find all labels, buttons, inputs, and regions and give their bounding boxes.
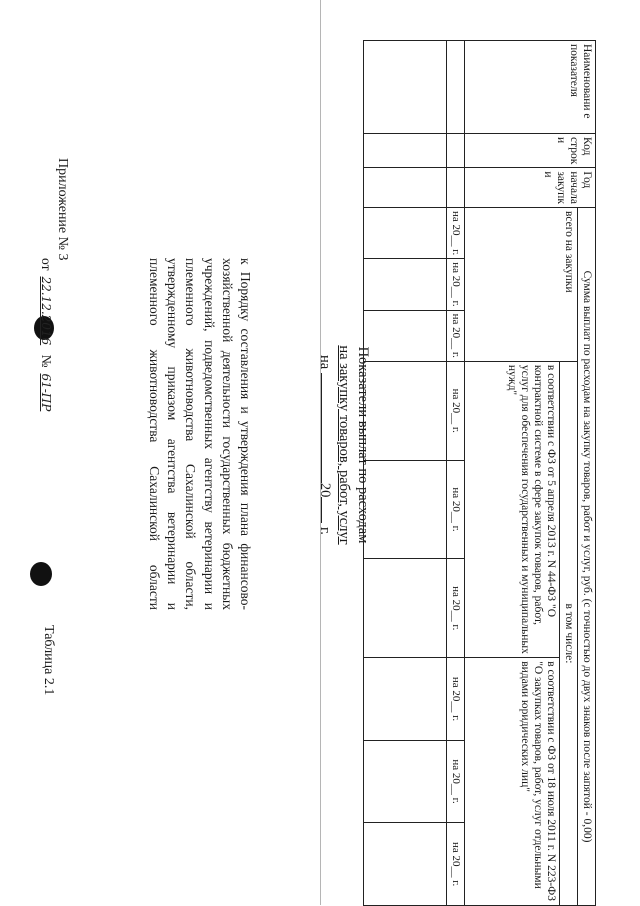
data-cell: [364, 559, 447, 658]
period-year: 20: [317, 482, 333, 498]
header-including: в том числе:: [560, 361, 578, 905]
data-cell: [364, 823, 447, 906]
header-sum: Сумма выплат по расходам на закупку товаров, работ и услуг, руб. (с точностью до двух знаков после запятой - 0,00): [578, 207, 596, 905]
appendix-title: Приложение № 3: [55, 158, 70, 261]
report-title-line3: [315, 275, 334, 615]
header-line-code: Код строк и: [465, 134, 596, 168]
data-cell: [364, 740, 447, 823]
table-label: Таблица 2.1: [41, 625, 56, 696]
number-prefix: №: [39, 354, 54, 368]
year-cell: на 20__ г.: [447, 559, 465, 658]
year-cell: на 20__ г.: [447, 658, 465, 741]
data-cell: [364, 207, 447, 258]
year-cell: на 20__ г.: [447, 740, 465, 823]
year-cell: на 20__ г.: [447, 310, 465, 361]
data-cell: [364, 460, 447, 559]
appendix-text: к Порядку составления и утверждения плана финансово-хозяйственной деятельности государственных бюджетных учреждений, подведомственных агентству ветеринарии и племенного животноводства Сахалинской области, утвержденному приказом агентства ветеринарии и племенного животноводства Сахалинской области: [146, 258, 253, 610]
date-prefix: от: [39, 258, 54, 271]
data-cell: [364, 168, 447, 208]
data-cell: [364, 134, 447, 168]
blank-field: [321, 373, 334, 483]
appendix-date-line: [38, 258, 54, 618]
header-indicator-name: Наименовани е показателя: [465, 41, 596, 134]
header-start-year: Год начала закупк и: [465, 168, 596, 208]
empty-cell: [447, 134, 465, 168]
data-cell: [364, 41, 447, 134]
expenses-table: [363, 40, 596, 906]
year-cell: на 20__ г.: [447, 207, 465, 258]
empty-cell: [447, 41, 465, 134]
empty-cell: [447, 168, 465, 208]
date-handwritten: 22.12.2016: [39, 276, 53, 346]
period-prefix: на: [317, 355, 333, 370]
year-cell: на 20__ г.: [447, 361, 465, 460]
data-cell: [364, 310, 447, 361]
year-cell: на 20__ г.: [447, 460, 465, 559]
year-cell: на 20__ г.: [447, 823, 465, 906]
report-title-line2: на закупку товаров, работ, услуг: [336, 345, 352, 545]
data-cell: [364, 361, 447, 460]
blank-field: [321, 497, 334, 523]
report-title-line1: Показатели выплат по расходам: [355, 346, 371, 544]
header-223fz: в соответствии с ФЗ от 18 июля 2011 г. N 223-ФЗ "О закупках товаров, работ, услуг отдельными видами юридических лиц": [465, 658, 560, 906]
data-cell: [364, 259, 447, 310]
period-suffix: г.: [317, 527, 333, 535]
number-handwritten: 61-ПР: [39, 373, 53, 412]
header-total: всего на закупки: [465, 207, 578, 361]
year-cell: на 20__ г.: [447, 259, 465, 310]
header-44fz: в соответствии с ФЗ от 5 апреля 2013 г. N 44-ФЗ "О контрактной системе в сфере закупок товаров, работ, услуг для обеспечения государственных и муниципальных нужд": [465, 361, 560, 657]
data-cell: [364, 658, 447, 741]
